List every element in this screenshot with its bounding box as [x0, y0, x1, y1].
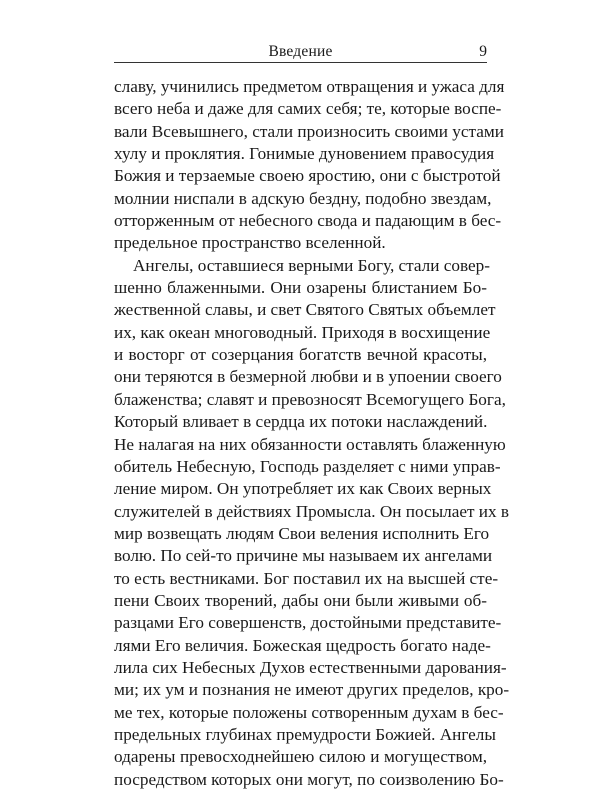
text-line: хулу и проклятия. Гонимые дуновением правосудия [114, 144, 495, 164]
text-line: лила сих Небесных Духов естественными дарования- [114, 657, 507, 677]
page-number: 9 [479, 43, 487, 60]
text-line: предельное пространство вселенной. [114, 233, 386, 253]
text-line: Ангелы, оставшиеся верными Богу, стали совер- [133, 255, 490, 275]
running-header [114, 40, 487, 63]
chapter-title: Введение [268, 43, 333, 60]
text-line: и восторг от созерцания богатств вечной красоты, [114, 345, 487, 365]
text-line: отторженным от небесного свода и падающим в бес- [114, 211, 502, 231]
text-line: молнии ниспали в адскую бездну, подобно звездам, [114, 188, 492, 208]
text-line: служителей в действиях Промысла. Он посылает их в [114, 501, 509, 521]
text-line: их, как океан многоводный. Приходя в восхищение [114, 322, 491, 342]
text-line: всего неба и даже для самих себя; те, которые воспе- [114, 99, 502, 119]
text-line: разцами Его совершенств, достойными представите- [114, 613, 502, 633]
text-line: обитель Небесную, Господь разделяет с ними управ- [114, 456, 501, 476]
text-line: мир возвещать людям Свои веления исполнить Его [114, 523, 490, 543]
text-line: ме тех, которые положены сотворенным духам в бес- [114, 702, 504, 722]
text-line: блаженства; славят и превозносят Всемогущего Бога, [114, 389, 506, 409]
body-text [114, 76, 510, 791]
text-line: Не налагая на них обязанности оставлять блаженную [114, 434, 506, 454]
text-line: вали Всевышнего, стали произносить своими устами [114, 121, 504, 141]
text-line: лями Его величия. Божеская щедрость богато наде- [114, 635, 491, 655]
text-line: Который вливает в сердца их потоки наслаждений. [114, 412, 488, 432]
text-line: они теряются в безмерной любви и в упоении своего [114, 367, 502, 387]
text-line: ление миром. Он употребляет их как Своих верных [114, 479, 492, 499]
text-line: жественной славы, и свет Святого Святых объемлет [114, 300, 496, 320]
text-line: предельных глубинах премудрости Божией. Ангелы [114, 724, 496, 744]
text-line: одарены превосходнейшею силою и могуществом, [114, 747, 487, 767]
text-line: пени Своих творений, дабы они были живыми об- [114, 590, 487, 610]
text-line: то есть вестниками. Бог поставил их на высшей сте- [114, 568, 499, 588]
text-line: ми; их ум и познания не имеют других пределов, кро- [114, 680, 510, 700]
text-line: волю. По сей-то причине мы называем их ангелами [114, 546, 493, 566]
text-line: славу, учинились предметом отвращения и ужаса для [114, 77, 505, 96]
text-line: Божия и терзаемые своею яростию, они с быстротой [114, 166, 501, 186]
text-line: шенно блаженными. Они озарены блистанием Бо- [114, 278, 487, 298]
text-line: посредством которых они могут, по соизволению Бо- [114, 769, 504, 789]
